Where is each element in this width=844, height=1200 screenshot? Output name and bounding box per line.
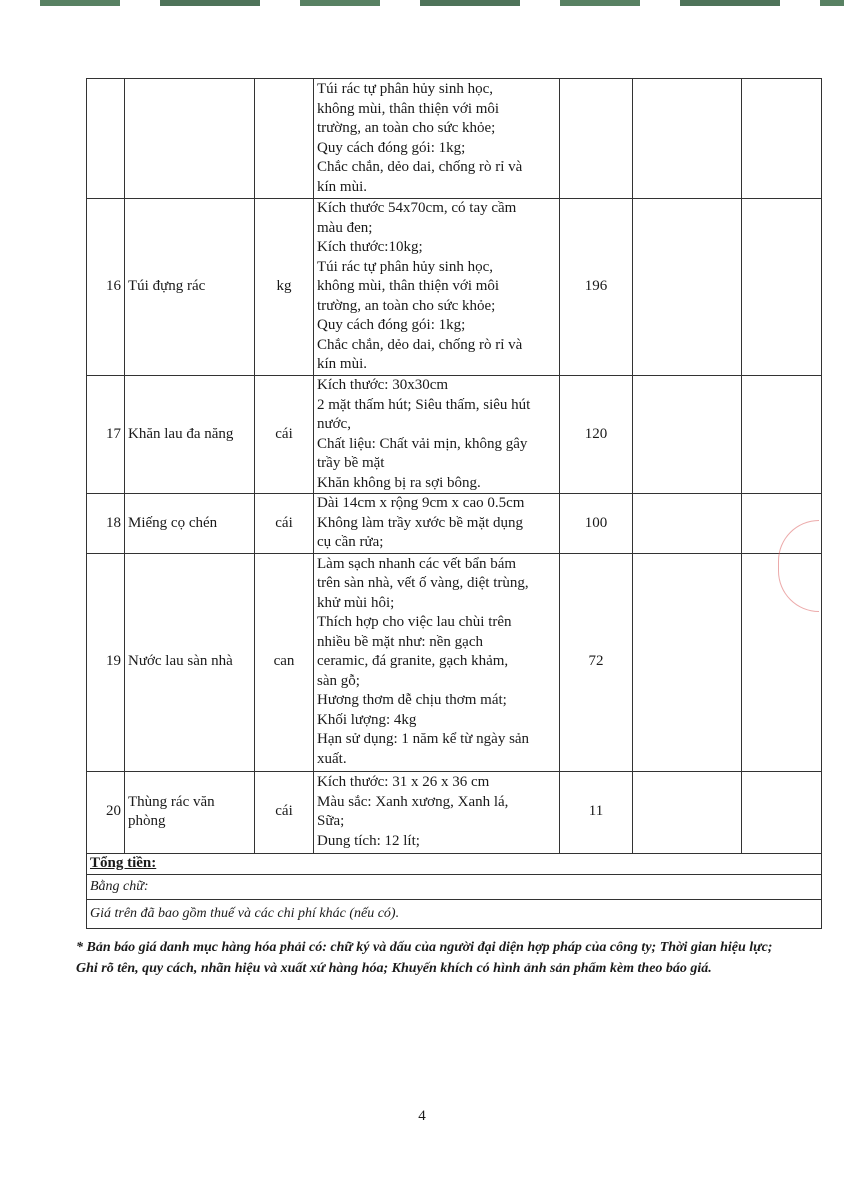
spec-line: không mùi, thân thiện với môi (317, 100, 500, 117)
item-unit: cái (255, 494, 314, 554)
spec-line: nước, (317, 416, 351, 432)
spec-line: kín mùi. (317, 356, 368, 373)
row-number: 19 (87, 553, 125, 771)
spec-line: Không làm trầy xước bề mặt dụng (317, 514, 524, 531)
item-unit: can (255, 553, 314, 771)
unit-price-cell (633, 376, 742, 494)
unit-price-cell (633, 199, 742, 376)
amount-cell (742, 79, 822, 199)
spec-line: sàn gỗ; (317, 672, 360, 689)
item-quantity: 11 (560, 771, 633, 853)
tax-note: Giá trên đã bao gồm thuế và các chi phí khác (nếu có). (87, 899, 822, 928)
spec-line: Chất liệu: Chất vải mịn, không gây (317, 435, 528, 452)
item-specification (314, 199, 560, 376)
spec-line: trầy bề mặt (317, 455, 385, 471)
spec-line: trên sàn nhà, vết ố vàng, diệt trùng, (317, 575, 529, 592)
row-number (87, 79, 125, 199)
item-quantity: 72 (560, 553, 633, 771)
spec-line: trường, an toàn cho sức khỏe; (317, 120, 496, 136)
spec-line: Kích thước 54x70cm, có tay cầm (317, 200, 517, 217)
spec-line: nhiều bề mặt như: nền gạch (317, 633, 483, 650)
spec-line: Chắc chắn, dẻo dai, chống rò rỉ và (317, 336, 523, 353)
spec-line: Chắc chắn, dẻo dai, chống rò rỉ và (317, 159, 523, 175)
spec-line: Kích thước: 30x30cm (317, 377, 449, 393)
table-row (87, 771, 822, 853)
unit-price-cell (633, 771, 742, 853)
item-quantity: 196 (560, 199, 633, 376)
row-number: 18 (87, 494, 125, 554)
spec-line: Khối lượng: 4kg (317, 711, 417, 728)
spec-line: Quy cách đóng gói: 1kg; (317, 317, 466, 334)
spec-line: không mùi, thân thiện với môi (317, 278, 500, 295)
amount-in-words: Bằng chữ: (87, 874, 822, 899)
item-quantity (560, 79, 633, 199)
spec-line: Kích thước: 31 x 26 x 36 cm (317, 774, 490, 790)
item-name: Thùng rác văn phòng (125, 771, 255, 853)
spec-line: Sữa; (317, 813, 345, 829)
unit-price-cell (633, 553, 742, 771)
spec-line: xuất. (317, 750, 347, 767)
spec-line: Quy cách đóng gói: 1kg; (317, 139, 466, 156)
amount-cell (742, 771, 822, 853)
spec-line: Kích thước:10kg; (317, 239, 423, 256)
item-name: Khăn lau đa năng (125, 376, 255, 494)
amount-cell (742, 199, 822, 376)
item-name (125, 79, 255, 199)
table-body (87, 79, 822, 854)
item-specification (314, 771, 560, 853)
item-specification (314, 79, 560, 199)
spec-line: Thích hợp cho việc lau chùi trên (317, 614, 512, 631)
table-row (87, 494, 822, 554)
item-name: Túi đựng rác (125, 199, 255, 376)
table-row (87, 79, 822, 199)
row-number: 20 (87, 771, 125, 853)
row-number: 17 (87, 376, 125, 494)
spec-line: cụ cần rửa; (317, 534, 384, 550)
item-unit: cái (255, 771, 314, 853)
spec-line: Khăn không bị ra sợi bông. (317, 474, 481, 491)
total-label: Tổng tiền: (90, 854, 157, 871)
spec-line: khử mùi hôi; (317, 594, 395, 611)
item-specification (314, 494, 560, 554)
quotation-table (86, 78, 822, 929)
spec-line: Màu sắc: Xanh xương, Xanh lá, (317, 793, 509, 810)
item-quantity: 120 (560, 376, 633, 494)
item-specification (314, 376, 560, 494)
unit-price-cell (633, 79, 742, 199)
item-name: Miếng cọ chén (125, 494, 255, 554)
amount-cell (742, 376, 822, 494)
page-number: 4 (418, 1108, 426, 1124)
spec-line: kín mùi. (317, 178, 368, 195)
spec-line: Dung tích: 12 lít; (317, 832, 420, 849)
footnote: * Bản báo giá danh mục hàng hóa phải có: chữ ký và dấu của người đại diện hợp pháp của công ty; Thời gian hiệu lực; Ghi rõ tên, quy cách, nhãn hiệu và xuất xứ hàng hóa; Khuyến khích có hình ảnh sản phẩm kèm theo báo giá. (76, 940, 773, 976)
table-row (87, 199, 822, 376)
item-quantity: 100 (560, 494, 633, 554)
spec-line: Làm sạch nhanh các vết bẩn bám (317, 555, 517, 572)
row-number: 16 (87, 199, 125, 376)
spec-line: Dài 14cm x rộng 9cm x cao 0.5cm (317, 495, 525, 511)
item-unit: kg (255, 199, 314, 376)
spec-line: ceramic, đá granite, gạch khảm, (317, 653, 509, 670)
spec-line: Túi rác tự phân hủy sinh học, (317, 258, 494, 275)
unit-price-cell (633, 494, 742, 554)
table-row (87, 553, 822, 771)
total-cell (87, 853, 822, 874)
spec-line: Hương thơm dễ chịu thơm mát; (317, 692, 507, 709)
item-unit (255, 79, 314, 199)
item-unit: cái (255, 376, 314, 494)
spec-line: Hạn sử dụng: 1 năm kể từ ngày sản (317, 731, 530, 748)
item-specification (314, 553, 560, 771)
spec-line: Túi rác tự phân hủy sinh học, (317, 81, 494, 97)
item-name: Nước lau sàn nhà (125, 553, 255, 771)
spec-line: màu đen; (317, 219, 373, 236)
spec-line: trường, an toàn cho sức khỏe; (317, 297, 496, 314)
spec-line: 2 mặt thấm hút; Siêu thấm, siêu hút (317, 396, 531, 413)
header-decoration-strip (0, 0, 844, 6)
table-row (87, 376, 822, 494)
